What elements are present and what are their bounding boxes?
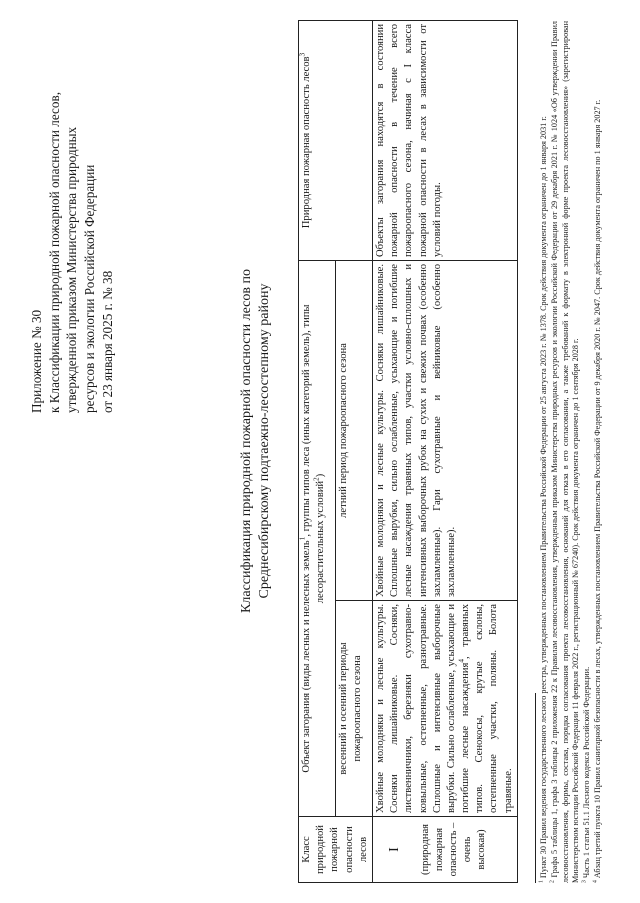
footnotes <box>539 21 604 883</box>
document-title <box>238 161 274 721</box>
footnote-2: $^2$ Графа 5 таблицы 1, графа 3 таблицы 2 приложения 22 к Правилам лесовосстановления, утвержденным приказом Министерства природных ресурсов и экологии Российской Федерации от 29 декабря 2021 г. № 1024 «Об утверждении Правил лесовосстановления, формы, состава, порядка согласования проекта лесовосстановления, оснований для отказа в его согласовании, а также требований к формату в электронной форме проекта лесовосстановления» (зарегистрирован Министерством юстиции Российской Федерации 11 февраля 2022 г., регистрационный № 67240). Срок действия документа ограничен до 1 сентября 2028 г. <box>549 20 581 883</box>
title-line-1: Классификация природной пожарной опасности лесов по <box>239 269 254 613</box>
footnote-mark-1: 1 <box>297 536 307 541</box>
footnote-1: $^1$ Пункт 30 Правил ведения государственного лесного реестра, утвержденных постановлением Правительства Российской Федерации от 25 августа 2023 г. № 1378. Срок действия документа ограничен до 1 января 2031 г. <box>538 116 548 883</box>
header-object: Объект загорания (виды лесных и нелесных земель$^1$, группы типов леса (иных категорий земель), типы лесорастительных условий$^2$) <box>299 260 336 816</box>
classification-table <box>298 20 518 883</box>
summer-cell: Хвойные молодняки и лесные культуры. Сосняки лишайниковые. Сплошные вырубки, сильно ослабленные, усыхающие и погибшие лесные насаждения травяных типов, участки условно-сплошных и интенсивных выборочных рубок на сухих и свежих почвах (особенно захламленные). Гари сухотравные и вейниковые (особенно захламленные). <box>372 260 517 600</box>
footnote-4: $^4$ Абзац третий пункта 10 Правил санитарной безопасности в лесах, утвержденных постановлением Правительства Российской Федерации от 9 декабря 2020 г. № 2047. Срок действия документа ограничен по 1 января 2027 г. <box>592 99 603 883</box>
appendix-line-2: к Классификации природной пожарной опасности лесов, <box>46 92 62 413</box>
header-hazard: Природная пожарная опасность лесов$^3$ <box>299 20 373 260</box>
footnote-mark-2: 2 <box>311 477 321 481</box>
hazard-cell: Объекты загорания находятся в состоянии пожарной опасности в течение всего пожароопасного сезона, начиная с I класса пожарной опасности в лесах в зависимости от условий погоды. <box>372 20 517 260</box>
appendix-number: Приложение № 30 <box>29 309 44 413</box>
header-spring-autumn: весенний и осенний периоды пожароопасного сезона <box>335 601 372 817</box>
header-summer: летний период пожароопасного сезона <box>335 260 372 600</box>
appendix-date: от 23 января 2025 г. № 38 <box>99 270 115 413</box>
appendix-line-3: утвержденной приказом Министерства природных <box>64 126 80 413</box>
title-line-2: Среднесибирскому подтаежно-лесостепному району <box>257 283 273 599</box>
footnote-mark-4: 4 <box>456 658 466 663</box>
document-page <box>20 11 620 891</box>
appendix-header <box>28 23 116 413</box>
class-cell <box>372 817 517 883</box>
class-description: (природная пожарная опасность – очень высокая) <box>419 822 488 877</box>
header-class: Класс природной пожарной опасности лесов <box>299 817 373 883</box>
footnote-3: $^3$ Часть 1 статьи 51.1 Лесного кодекса Российской Федерации. <box>581 666 592 883</box>
spring-autumn-cell: Хвойные молодняки и лесные культуры. Сосняки лишайниковые. Сосняки, лиственничники, березняки сухотравно-ковыльные, остепненные, разнотравные. Сплошные и интенсивные выборочные вырубки. Сильно ослабленные, усыхающие и погибшие лесные насаждения$^4$, травяных типов. Сенокосы, крутые склоны, остепненные участки, поляны. Болота травяные. <box>372 601 517 817</box>
class-numeral: I <box>386 847 402 852</box>
footnote-mark-3: 3 <box>297 52 307 57</box>
table-header-row <box>299 20 336 882</box>
appendix-line-4: ресурсов и экологии Российской Федерации <box>82 164 98 413</box>
table-row <box>372 20 517 882</box>
footnote-separator <box>535 693 536 883</box>
